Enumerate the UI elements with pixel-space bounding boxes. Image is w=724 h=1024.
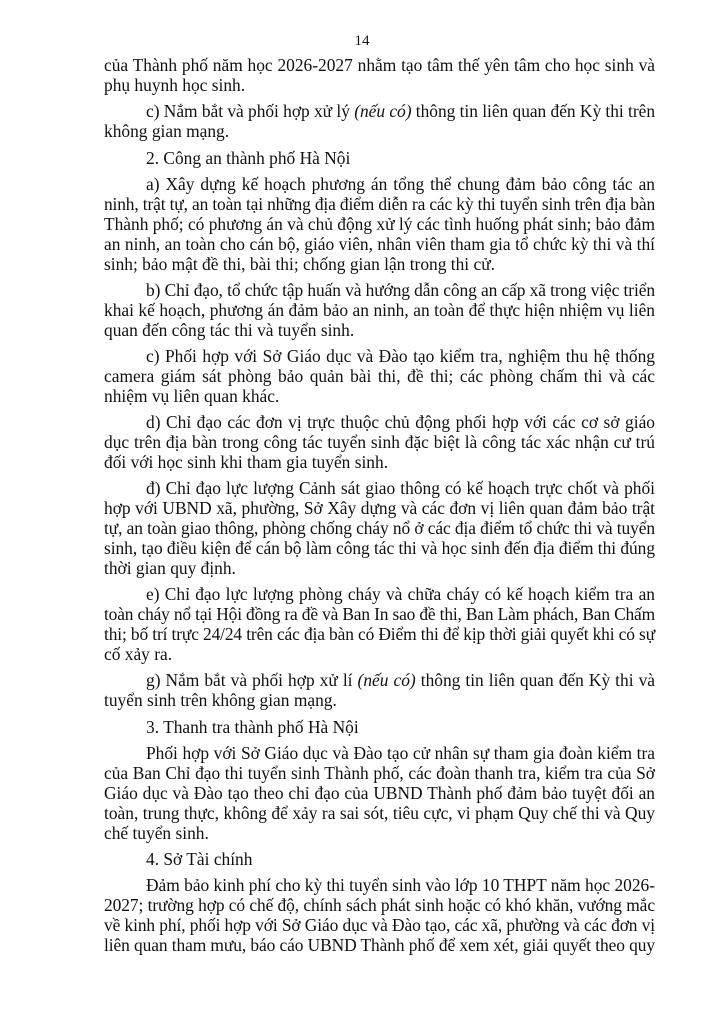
text-line	[104, 804, 655, 824]
text-line	[104, 56, 655, 76]
text-line	[104, 413, 655, 433]
paragraph	[104, 56, 655, 96]
page-number: 14	[354, 33, 370, 49]
text-run: toàn cháy nổ tại Hội đồng ra đề và Ban In sao đề thi, Ban Làm phách, Ban Chấm	[104, 604, 655, 625]
paragraph	[104, 850, 655, 870]
text-run: Phối hợp với Sở Giáo dục và Đào tạo cử nhân sự tham gia đoàn kiểm tra	[146, 743, 655, 764]
text-run: thời gian quy định.	[104, 557, 236, 578]
paragraph	[104, 718, 655, 738]
text-line	[104, 718, 655, 738]
text-line	[104, 321, 655, 341]
text-line	[104, 645, 655, 665]
text-run: e) Chỉ đạo lực lượng phòng cháy và chữa cháy có kế hoạch kiểm tra an	[146, 584, 655, 605]
paragraph	[104, 479, 655, 578]
text-run: tuyển sinh trên không gian mạng.	[104, 690, 337, 711]
paragraph	[104, 876, 655, 956]
italic-text: (nếu có)	[357, 670, 416, 691]
text-run: c) Nắm bắt và phối hợp xử lý	[146, 101, 355, 122]
text-line	[104, 784, 655, 804]
text-run: thông tin liên quan đến Kỳ thi và	[415, 670, 655, 691]
paragraph	[104, 175, 655, 274]
text-line	[104, 559, 655, 579]
text-line	[104, 691, 655, 711]
text-run: Thành phố; có phương án và chủ động xử lý các tình huống phát sinh; bảo đảm	[104, 213, 655, 234]
text-run: 4. Sở Tài chính	[146, 849, 253, 870]
text-run: của Ban Chỉ đạo thi tuyển sinh Thành phố, các đoàn thanh tra, kiểm tra của Sở	[104, 763, 655, 783]
text-line	[104, 175, 655, 195]
text-line	[104, 301, 655, 321]
text-run: g) Nắm bắt và phối hợp xử lí	[146, 670, 358, 691]
text-line	[104, 671, 655, 691]
text-run: liên quan tham mưu, báo cáo UBND Thành phố để xem xét, giải quyết theo quy	[104, 935, 655, 956]
text-line	[104, 255, 655, 275]
text-line	[104, 876, 655, 896]
text-run: thi; bố trí trực 24/24 trên các địa bàn có Điểm thi để kịp thời giải quyết khi có sự	[104, 624, 655, 645]
text-line	[104, 195, 655, 215]
text-run: sinh, tạo điều kiện để cán bộ làm công tác thi và học sinh đến địa điểm thi đúng	[104, 538, 655, 559]
text-line	[104, 453, 655, 473]
text-line	[104, 764, 655, 784]
text-run: quan đến công tác thi và tuyển sinh.	[104, 319, 355, 340]
text-run: hợp với UBND xã, phường, Sở Xây dựng và các đơn vị liên quan đảm bảo trật	[104, 498, 655, 519]
text-run: a) Xây dựng kế hoạch phương án tổng thể chung đảm bảo công tác an	[146, 173, 655, 194]
text-line	[104, 479, 655, 499]
text-line	[104, 235, 655, 255]
text-line	[104, 605, 655, 625]
text-run: đối với học sinh khi tham gia tuyển sinh.	[104, 452, 389, 473]
paragraph	[104, 585, 655, 665]
text-line	[104, 215, 655, 235]
text-run: d) Chỉ đạo các đơn vị trực thuộc chủ động phối hợp với các cơ sở giáo	[146, 412, 655, 433]
text-run: không gian mạng.	[104, 121, 230, 142]
text-line	[104, 850, 655, 870]
text-line	[104, 625, 655, 645]
text-line	[104, 367, 655, 387]
text-run: nhiệm vụ liên quan khác.	[104, 385, 280, 406]
paragraph	[104, 413, 655, 473]
text-line	[104, 433, 655, 453]
text-line	[104, 499, 655, 519]
text-line	[104, 347, 655, 367]
document-body	[104, 56, 655, 963]
text-line	[104, 936, 655, 956]
text-line	[104, 585, 655, 605]
text-run: về kinh phí, phối hợp với Sở Giáo dục và Đào tạo, các xã, phường và các đơn vị	[104, 915, 656, 936]
text-run: đ) Chỉ đạo lực lượng Cảnh sát giao thông có kế hoạch trực chốt và phối	[146, 478, 655, 499]
paragraph	[104, 671, 655, 711]
text-run: phụ huynh học sinh.	[104, 74, 246, 95]
text-run: sinh; bảo mật đề thi, bài thi; chống gian lận trong thi cử.	[104, 253, 495, 274]
text-line	[104, 149, 655, 169]
text-line	[104, 519, 655, 539]
text-run: chế tuyển sinh.	[104, 822, 209, 843]
text-line	[104, 744, 655, 764]
text-line	[104, 539, 655, 559]
text-run: Giáo dục và Đào tạo theo chỉ đạo của UBND Thành phố đảm bảo tuyệt đối an	[104, 782, 655, 803]
text-line	[104, 76, 655, 96]
text-run: cố xảy ra.	[104, 644, 173, 665]
text-run: của Thành phố năm học 2026-2027 nhằm tạo tâm thế yên tâm cho học sinh và	[104, 55, 655, 75]
text-line	[104, 896, 655, 916]
text-line	[104, 387, 655, 407]
paragraph	[104, 347, 655, 407]
text-run: dục trên địa bàn trong công tác tuyển sinh đặc biệt là công tác xác nhận cư trú	[104, 432, 655, 453]
text-run: 3. Thanh tra thành phố Hà Nội	[146, 716, 359, 737]
paragraph	[104, 149, 655, 169]
text-line	[104, 102, 655, 122]
text-run: c) Phối hợp với Sở Giáo dục và Đào tạo kiểm tra, nghiệm thu hệ thống	[146, 346, 655, 367]
paragraph	[104, 281, 655, 341]
text-run: 2. Công an thành phố Hà Nội	[146, 147, 351, 168]
text-run: tự, an toàn giao thông, phòng chống cháy nổ ở các địa điểm tổ chức thi và tuyển	[104, 518, 655, 539]
text-line	[104, 281, 655, 301]
italic-text: (nếu có)	[354, 101, 412, 122]
text-run: an ninh, an toàn cho cán bộ, giáo viên, nhân viên tham gia tổ chức kỳ thi và thí	[104, 233, 655, 254]
paragraph	[104, 744, 655, 843]
paragraph	[104, 102, 655, 142]
text-line	[104, 122, 655, 142]
text-run: toàn, trung thực, không để xảy ra sai sót, tiêu cực, vi phạm Quy chế thi và Quy	[104, 802, 655, 823]
text-run: 2027; trường hợp có chế độ, chính sách phát sinh hoặc có khó khăn, vướng mắc	[104, 895, 655, 916]
text-run: b) Chỉ đạo, tổ chức tập huấn và hướng dẫn công an cấp xã trong việc triển	[146, 279, 655, 300]
text-run: ninh, trật tự, an toàn tại những địa điểm diễn ra các kỳ thi tuyển sinh trên địa bàn	[104, 193, 656, 214]
text-run: khai kế hoạch, phương án đảm bảo an ninh, an toàn để thực hiện nhiệm vụ liên	[104, 299, 655, 320]
text-run: camera giám sát phòng bảo quản bài thi, đề thi; các phòng chấm thi và các	[104, 365, 655, 386]
text-run: thông tin liên quan đến Kỳ thi trên	[411, 101, 655, 122]
text-line	[104, 916, 655, 936]
text-run: Đảm bảo kinh phí cho kỳ thi tuyển sinh vào lớp 10 THPT năm học 2026-	[146, 875, 655, 896]
text-line	[104, 824, 655, 844]
